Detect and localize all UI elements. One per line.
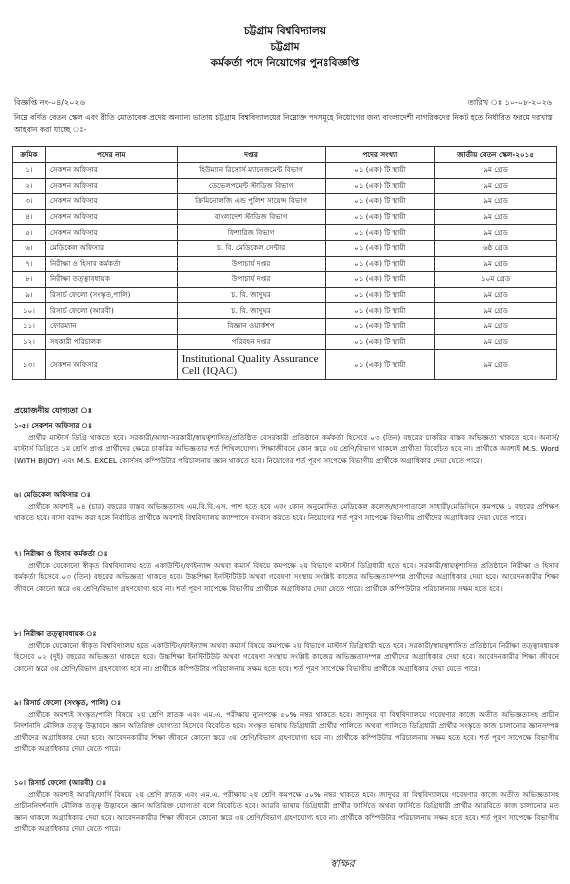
- count-cell: ০১ (এক) টি স্থায়ী: [325, 350, 435, 380]
- requirements-title: প্রয়োজনীয় যোগ্যতা ঃ: [14, 406, 92, 415]
- serial-cell: ৯।: [13, 287, 46, 303]
- req-section-title: ১০। রিসার্চ ফেলো (আরবী) ঃ: [14, 778, 107, 787]
- serial-cell: ১।: [13, 163, 46, 179]
- serial-cell: ৭।: [13, 256, 46, 272]
- office-cell: উপাচার্য দপ্তর: [177, 272, 325, 288]
- office-cell: ক্রিমিনোলজি এন্ড পুলিশ সায়েন্স বিভাগ: [177, 194, 325, 210]
- office-cell: চ. বি. মেডিকেল সেন্টার: [177, 240, 325, 256]
- scale-cell: ৬ষ্ঠ গ্রেড: [435, 240, 557, 256]
- req-section-research-arabic: [14, 777, 559, 835]
- office-cell: Institutional Quality Assurance Cell (IQAC): [177, 350, 325, 380]
- serial-cell: ১২।: [13, 334, 46, 350]
- office-cell: বাংলাদেশ স্টাডিজ বিভাগ: [177, 209, 325, 225]
- signature: স্বাক্ষর: [330, 857, 355, 870]
- serial-cell: ৪।: [13, 209, 46, 225]
- serial-cell: ৮।: [13, 272, 46, 288]
- serial-cell: ১০।: [13, 303, 46, 319]
- post-cell: রিসার্চ ফেলো (সংস্কৃত,পালি): [45, 287, 177, 303]
- table-header-row: [13, 147, 557, 163]
- scale-cell: ৯ম গ্রেড: [435, 350, 557, 380]
- scale-cell: ৯ম গ্রেড: [435, 225, 557, 241]
- req-section-title: ১-৫। সেকশন অফিসার ঃ: [14, 421, 92, 430]
- post-cell: সেকশন অফিসার: [45, 225, 177, 241]
- serial-cell: ২।: [13, 178, 46, 194]
- posts-table: [12, 146, 557, 380]
- header-scale: জাতীয় বেতন স্কেল-২০১৫: [435, 147, 557, 163]
- office-cell: চ. বি. জাদুঘর: [177, 303, 325, 319]
- table-row: [13, 225, 557, 241]
- table-row: [13, 334, 557, 350]
- count-cell: ০১ (এক) টি স্থায়ী: [325, 318, 435, 334]
- scale-cell: ৯ম গ্রেড: [435, 178, 557, 194]
- office-cell: ডেভেলপমেন্ট স্টাডিজ বিভাগ: [177, 178, 325, 194]
- table-row: [13, 303, 557, 319]
- city-name: চট্টগ্রাম: [270, 41, 300, 53]
- office-cell: হিউম্যান রিসোর্স ম্যানেজমেন্ট বিভাগ: [177, 163, 325, 179]
- count-cell: ০১ (এক) টি স্থায়ী: [325, 194, 435, 210]
- count-cell: ০১ (এক) টি স্থায়ী: [325, 240, 435, 256]
- table-row: [13, 240, 557, 256]
- req-section-audit-supervisor: [14, 628, 559, 674]
- serial-cell: ১৩।: [13, 350, 46, 380]
- header-count: পদের সংখ্যা: [325, 147, 435, 163]
- serial-cell: ১১।: [13, 318, 46, 334]
- office-cell: ফিশারিজ বিভাগ: [177, 225, 325, 241]
- scale-cell: ৯ম গ্রেড: [435, 256, 557, 272]
- table-row: [13, 350, 557, 380]
- req-section-audit-officer: [14, 548, 559, 594]
- scale-cell: ৯ম গ্রেড: [435, 318, 557, 334]
- post-cell: ফোরম্যান: [45, 318, 177, 334]
- post-cell: সেকশন অফিসার: [45, 178, 177, 194]
- notice-date: তারিখ ঃ ১০-০৮-২০২৬: [467, 98, 552, 107]
- header-post: পদের নাম: [45, 147, 177, 163]
- office-cell: চ. বি. জাদুঘর: [177, 287, 325, 303]
- post-cell: নিরীক্ষা ও হিসাব কর্মকর্তা: [45, 256, 177, 272]
- table-row: [13, 256, 557, 272]
- scale-cell: ১০ম গ্রেড: [435, 272, 557, 288]
- count-cell: ০১ (এক) টি স্থায়ী: [325, 256, 435, 272]
- req-section-body: প্রার্থীকে অবশ্যই সংস্কৃত/পালি বিষয়ে ২য় শ্রেণি স্নাতক এবং এম.এ. পরীক্ষায় ন্যুনপক্ষে ৫০% নম্বর থাকতে হবে। জাদুঘর বা বিশ্ববিদ্যালয়ে গবেষণার কাজে অতীত অভিজ্ঞতাসহ প্রাচীন নিদর্শনাদি মৌলিক তত্ত্ব উদ্ভাবনে জ্ঞান অতিরিক্ত যোগ্যতা হিসেবে বিবেচিত হবে। সংস্কৃত ভাষায় ডিগ্রিধারী প্রার্থীর পালিতে অথবা পালিতে ডিগ্রিধারী প্রার্থীর সংস্কৃতে কাজ চালানোর জ্ঞানসম্পন্ন প্রার্থীদের অগ্রাধিকার দেয়া হবে। আবেদনকারীর শিক্ষা জীবনে কোনো স্তরে ৩য় শ্রেণি/বিভাগ গ্রহণযোগ্য হবে না। প্রার্থীকে কম্পিউটার পরিচালনায় সক্ষম হতে হবে। শর্ত পূরণ সাপেক্ষে বিভাগীয় প্রার্থীকে অগ্রাধিকার দেয়া যেতে পারে।: [14, 709, 559, 754]
- scale-cell: ৯ম গ্রেড: [435, 303, 557, 319]
- office-cell: উপাচার্য দপ্তর: [177, 256, 325, 272]
- post-cell: সেকশন অফিসার: [45, 209, 177, 225]
- table-row: [13, 272, 557, 288]
- req-section-title: ৯। রিসার্চ ফেলো (সংস্কৃত, পালি) ঃ: [14, 698, 122, 707]
- office-cell: পরিবহন দপ্তর: [177, 334, 325, 350]
- req-section-body: প্রার্থীকে যেকোনো স্বীকৃত বিশ্ববিদ্যালয় হতে একাউন্টিং/ফাইন্যান্স অথবা কমার্স বিষয়ে কমপক্ষে ২য় বিভাগে মাস্টার্স ডিগ্রিধারী হতে হবে। সরকারী/স্বায়ত্বশাসিত প্রতিষ্ঠানে নিরীক্ষা ও হিসাব কর্মকর্তা হিসেবে ০৩ (তিন) বছরের অভিজ্ঞতা থাকতে হবে। উচ্চশিক্ষা ইনস্টিটিউট অথবা গবেষণা সংস্থায় সংশ্লিষ্ট কাজের অভিজ্ঞতাসম্পন্ন প্রার্থীদের অগ্রাধিকার দেয়া হবে। আবেদনকারীর শিক্ষা জীবনে কোনো স্তরে ৩য় শ্রেণি/বিভাগ গ্রহণযোগ্য হবে না। শর্ত পূরণ সাপেক্ষে বিভাগীয় প্রার্থীকে অগ্রাধিকার দেয়া যেতে পারে। প্রার্থীকে কম্পিউটার পরিচালনায় সক্ষম হতে হবে।: [14, 560, 559, 593]
- notice-title: কর্মকর্তা পদে নিয়োগের পুনঃবিজ্ঞপ্তি: [210, 57, 360, 69]
- intro-paragraph: নিম্নে বর্ণিত বেতন স্কেল এবং রীতি মোতাবেক প্রদেয় অন্যান্য ভাতায় চট্টগ্রাম বিশ্ববিদ্যালয়ের নিম্নোক্ত পদসমূহে নিয়োগের জন্য বাংলাদেশী নাগরিকদের নিকট হতে নির্ধারিত ফরমে দরখাস্ত আহবান করা যাচ্ছে ঃ-: [14, 113, 553, 134]
- scale-cell: ৯ম গ্রেড: [435, 163, 557, 179]
- post-cell: রিসার্চ ফেলো (আরবী): [45, 303, 177, 319]
- university-name: চট্টগ্রাম বিশ্ববিদ্যালয়: [244, 25, 326, 37]
- scale-cell: ৯ম গ্রেড: [435, 209, 557, 225]
- memo-number: বিজ্ঞপ্তি নং-০৪/২০২৬: [14, 98, 85, 107]
- req-section-body: প্রার্থীকে অবশ্যই ০৪ (চার) বছরের বাস্তব অভিজ্ঞতাসহ এম.বি.বি.এস. পাশ হতে হবে এবং কোন অনুমোদিত মেডিকেল কলেজ/হাসপাতালে সাধারী/মেডিসিনে কমপক্ষে ১ বছরের প্রশিক্ষণ থাকতে হবে। বাসা বরাদ্দ করা হলে নির্বাচিত প্রার্থীকে অবশ্যই বিশ্ববিদ্যালয় ক্যাম্পাসে বসবাস করতে হবে। নিয়োগের শর্ত পূরণ সাপেক্ষে বিভাগীয় প্রার্থীদের অগ্রাধিকার দেয়া যেতে পারে।: [14, 501, 559, 523]
- req-section-officer: [14, 420, 559, 466]
- req-section-medical: [14, 489, 559, 524]
- req-section-title: ৬। মেডিকেল অফিসার ঃ: [14, 490, 91, 499]
- header-serial: ক্রমিক: [13, 147, 46, 163]
- req-section-body: প্রার্থীকে যেকোনো স্বীকৃত বিশ্ববিদ্যালয় হতে একাউন্টিং/ফাইন্যান্স অথবা কমার্স বিষয়ে কমপক্ষে ২য় বিভাগে মাস্টার্স ডিগ্রিধারী হতে হবে। সরকারী/স্বায়ত্বশাসিত প্রতিষ্ঠানে নিরীক্ষা তত্ত্বাবধায়ক হিসেবে ০২ (দুই) বছরের অভিজ্ঞতা থাকতে হবে। উচ্চশিক্ষা ইনস্টিটিউট অথবা গবেষণা সংস্থায় সংশ্লিষ্ট কাজের অভিজ্ঞতাসম্পন্ন প্রার্থীদের অগ্রাধিকার দেয়া হবে। আবেদনকারীর শিক্ষা জীবনে কোনো স্তরে ৩য় শ্রেণি/বিভাগ গ্রহণযোগ্য হবে না। প্রার্থীকে কম্পিউটার পরিচালনায় সক্ষম হতে হবে। শর্ত পূরণ সাপেক্ষে বিভাগীয় প্রার্থীকে অগ্রাধিকার দেয়া যেতে পারে।: [14, 640, 559, 673]
- post-cell: সহকারী পরিচালক: [45, 334, 177, 350]
- req-section-title: ৭। নিরীক্ষা ও হিসাব কর্মকর্তা ঃ: [14, 549, 108, 558]
- header-office: দপ্তর: [177, 147, 325, 163]
- count-cell: ০১ (এক) টি স্থায়ী: [325, 303, 435, 319]
- serial-cell: ৩।: [13, 194, 46, 210]
- serial-cell: ৬।: [13, 240, 46, 256]
- scale-cell: ৯ম গ্রেড: [435, 194, 557, 210]
- count-cell: ০১ (এক) টি স্থায়ী: [325, 178, 435, 194]
- table-row: [13, 194, 557, 210]
- post-cell: সেকশন অফিসার: [45, 163, 177, 179]
- scale-cell: ৯ম গ্রেড: [435, 287, 557, 303]
- count-cell: ০১ (এক) টি স্থায়ী: [325, 163, 435, 179]
- post-cell: সেকশন অফিসার: [45, 194, 177, 210]
- table-row: [13, 163, 557, 179]
- req-section-research-sanskrit: [14, 697, 559, 755]
- count-cell: ০১ (এক) টি স্থায়ী: [325, 225, 435, 241]
- post-cell: সেকশন অফিসার: [45, 350, 177, 380]
- table-row: [13, 209, 557, 225]
- scale-cell: ৯ম গ্রেড: [435, 334, 557, 350]
- count-cell: ০১ (এক) টি স্থায়ী: [325, 334, 435, 350]
- office-cell: বিজ্ঞান ওয়ার্কশপ: [177, 318, 325, 334]
- count-cell: ০১ (এক) টি স্থায়ী: [325, 287, 435, 303]
- serial-cell: ৫।: [13, 225, 46, 241]
- count-cell: ০১ (এক) টি স্থায়ী: [325, 209, 435, 225]
- count-cell: ০১ (এক) টি স্থায়ী: [325, 272, 435, 288]
- req-section-body: প্রার্থীকে অবশ্যই আরবি/ফার্সি বিষয়ে ২য় শ্রেণি স্নাতক এবং এম.এ. পরীক্ষায় ২য় শ্রেণি কমপক্ষে ৫০% নম্বর থাকতে হবে। জাদুঘর বা বিশ্ববিদ্যালয়ে গবেষণার কাজে অতীত অভিজ্ঞতাসহ প্রাচীননিদর্শনাদি মৌলিক তত্ত্ব উদ্ভাবনে জ্ঞান অতিরিক্ত যোগ্যতা বলে বিবেচিত হবে। আরবি ভাষায় ডিগ্রিধারী প্রার্থীর ফার্সিতে অথবা ফার্সিতে ডিগ্রিধারী প্রার্থীর আরবিতে কাজ চালানোর মত জ্ঞান থাকলে অগ্রাধিকার দেয়া হবে। আবেদনকারীর শিক্ষা জীবনে কোনো স্তরে ৩য় শ্রেণি/বিভাগ গ্রহণযোগ্য হবে না। প্রার্থীকে কম্পিউটার পরিচালনায় সক্ষম হতে হবে। শর্ত পূরণ সাপেক্ষে বিভাগীয় প্রার্থীকে অগ্রাধিকার দেয়া যেতে পারে।: [14, 789, 559, 834]
- table-row: [13, 287, 557, 303]
- req-section-body: প্রার্থীর মাস্টার্স ডিগ্রি থাকতে হবে। সরকারী/আধা-সরকারী/স্বায়ত্বশাসিত/প্রতিষ্ঠিত বেসরকারী প্রতিষ্ঠানে কর্মকর্তা হিসেবে ০৩ (তিন) বছরের চাকরির বাস্তব অভিজ্ঞতা থাকতে হবে। অনার্স/মাস্টার্স ডিগ্রিতে ১ম শ্রেণি প্রাপ্ত প্রার্থীদের ক্ষেত্রে চাকরির অভিজ্ঞতার শর্ত শিথিলযোগ্য। শিক্ষাজীবনে কোন স্তরে ৩য় শ্রেণি/বিভাগ থাকলে প্রার্থীতা বিবেচিত হবে না। প্রার্থীকে অবশ্যই M.S. Word (WITH BIJOY) এবং M.S. EXCEL কোর্সসহ কম্পিউটার পরিচালনায় জ্ঞান থাকতে হবে। নিয়োগের শর্ত পূরণ সাপেক্ষে বিভাগীয় প্রার্থীকে অগ্রাধিকার দেয়া যেতে পারে।: [14, 432, 559, 465]
- post-cell: নিরীক্ষা তত্ত্বাবধায়ক: [45, 272, 177, 288]
- post-cell: মেডিকেল অফিসার: [45, 240, 177, 256]
- req-section-title: ৮। নিরীক্ষা তত্ত্বাবধায়ক ঃ: [14, 629, 97, 638]
- table-row: [13, 178, 557, 194]
- table-row: [13, 318, 557, 334]
